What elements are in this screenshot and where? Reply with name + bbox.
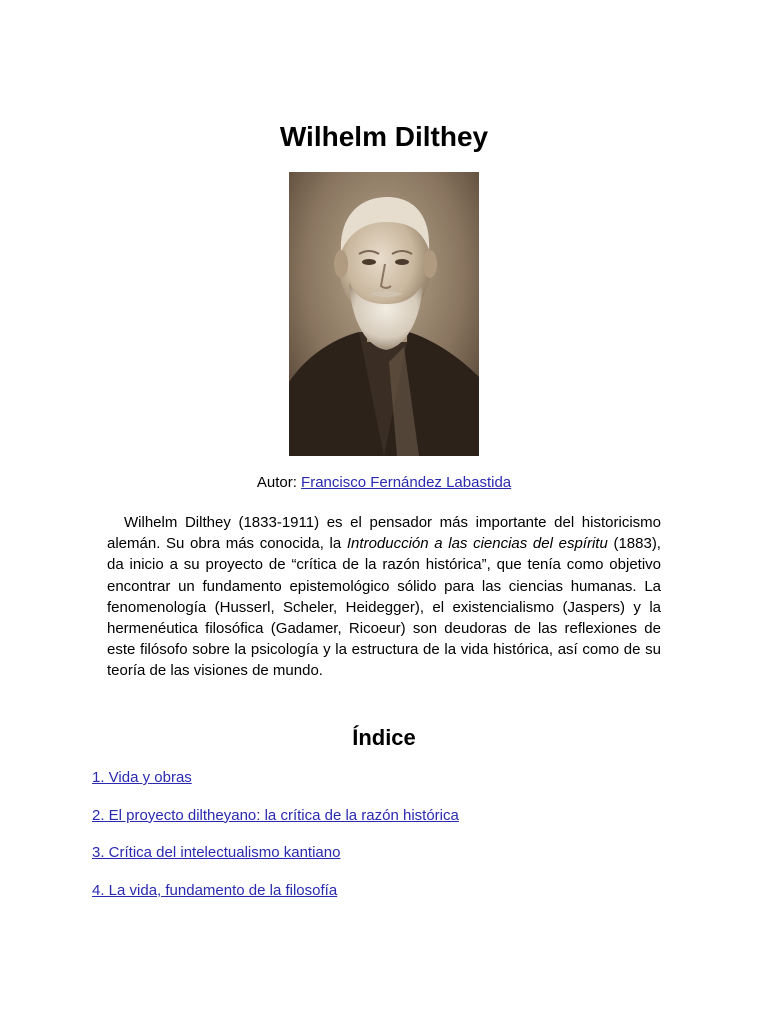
bio-text-part1: Wilhelm Dilthey (1833-1911) es el pensador más importante del historicismo alemán. Su obra más conocida, la	[107, 514, 661, 553]
toc-link-vida-y-obras[interactable]: 1. Vida y obras	[92, 769, 192, 786]
toc-link-la-vida-fundamento[interactable]: 4. La vida, fundamento de la filosofía	[92, 881, 338, 899]
author-line	[0, 473, 768, 493]
bio-paragraph	[107, 512, 661, 682]
author-label: Autor:	[256, 474, 302, 491]
toc-link-critica-intelectualismo[interactable]: 3. Crítica del intelectualismo kantiano	[92, 844, 341, 861]
author-portrait-photo	[289, 172, 479, 456]
bio-text-part2: (1883), da inicio a su proyecto de “crítica de la razón histórica”, que tenía como objetivo encontrar un fundamento epistemológico sólido para las ciencias humanas. La fenomenología (Husserl, Scheler, Heidegger), el existencialismo (Jaspers) y la hermenéutica filosófica (Gadamer, Ricoeur) son deudoras de las reflexiones de este filósofo sobre la psicología y la estructura de la vida histórica, así como de su teoría de las visiones de mundo.	[107, 535, 661, 680]
toc-item	[92, 881, 459, 919]
toc-link-proyecto-diltheyano[interactable]: 2. El proyecto diltheyano: la crítica de la razón histórica	[92, 806, 459, 824]
table-of-contents	[92, 768, 459, 918]
page-title: Wilhelm Dilthey	[279, 121, 489, 152]
toc-item	[92, 806, 459, 844]
index-heading: Índice	[352, 725, 416, 750]
author-link[interactable]: Francisco Fernández Labastida	[301, 474, 512, 491]
toc-item	[92, 843, 459, 881]
bio-book-title: Introducción a las ciencias del espíritu	[346, 535, 608, 553]
toc-item	[92, 768, 459, 806]
